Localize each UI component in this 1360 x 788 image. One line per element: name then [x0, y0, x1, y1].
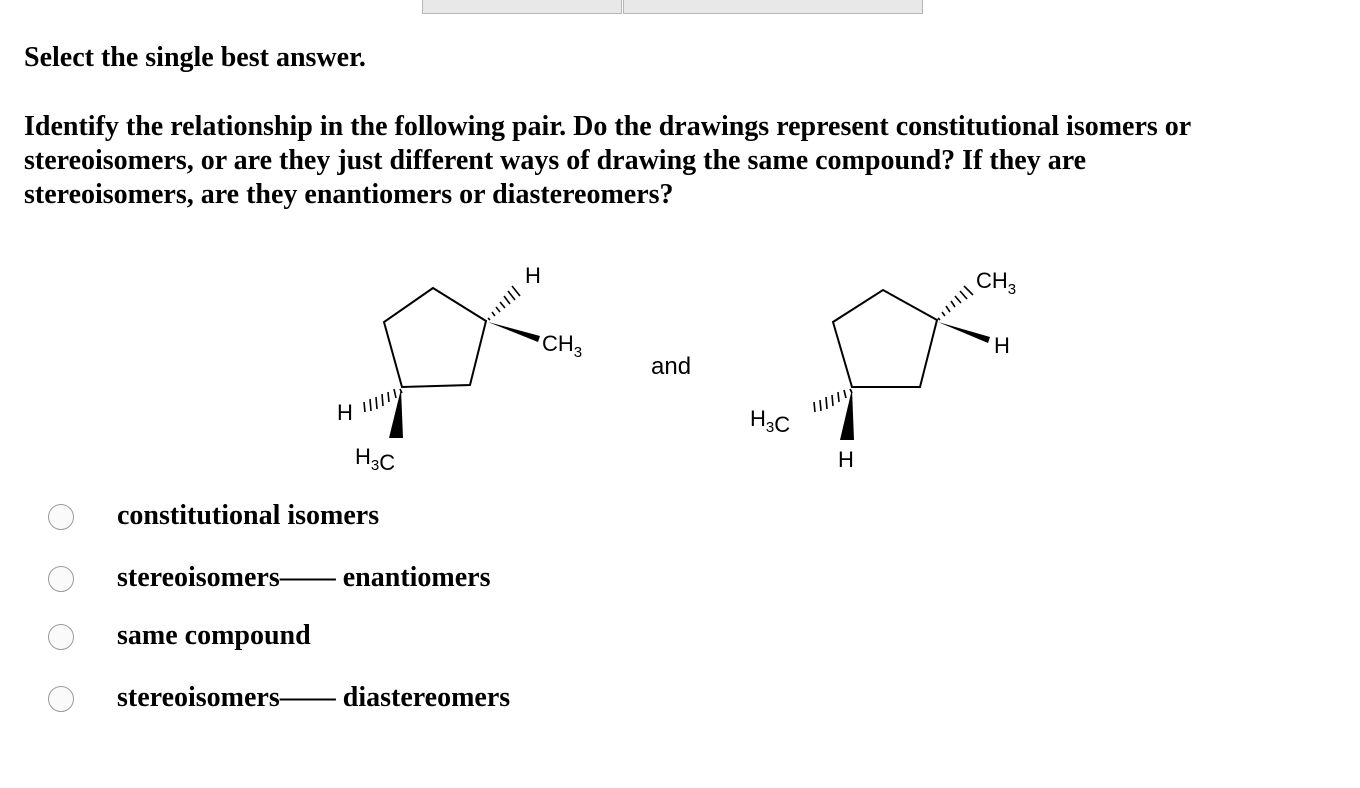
- subscript-digit: 3: [370, 457, 380, 474]
- right-h3c-label: [750, 406, 790, 437]
- option-stereoisomers-enantiomers[interactable]: [48, 560, 648, 600]
- right-hashed-bond-top: [938, 286, 973, 320]
- formula-part: C: [774, 412, 791, 437]
- top-tab-left[interactable]: [422, 0, 622, 14]
- formula-part: CH: [976, 268, 1008, 293]
- question-line-1: Identify the relationship in the following pair. Do the drawings represent constitutional isomers or: [24, 111, 1192, 142]
- right-hashed-bond-bottom: [814, 389, 852, 412]
- radio-button[interactable]: [48, 624, 74, 650]
- radio-button[interactable]: [48, 686, 74, 712]
- formula-part: C: [379, 450, 396, 475]
- left-ch3-text: [542, 331, 582, 361]
- option-same-compound[interactable]: [48, 618, 648, 658]
- question-text: [24, 110, 1334, 212]
- right-h-label: H: [994, 333, 1010, 358]
- right-ch3-label: [976, 268, 1016, 298]
- molecule-pair-figure: [300, 255, 1060, 480]
- subscript-digit: 3: [765, 419, 775, 436]
- subscript-digit: 3: [573, 344, 583, 361]
- formula-part: CH: [542, 331, 574, 356]
- right-cyclopentane-ring: [833, 290, 937, 387]
- radio-button[interactable]: [48, 504, 74, 530]
- question-line-3: stereoisomers, are they enantiomers or diastereomers?: [24, 179, 674, 210]
- left-wedge-bond-ch3: [488, 322, 540, 342]
- left-hashed-bond-top: [488, 286, 520, 320]
- option-label: stereoisomers—— diastereomers: [117, 682, 511, 713]
- question-line-2: stereoisomers, or are they just different ways of drawing the same compound? If they are: [24, 145, 1087, 176]
- instruction-text: Select the single best answer.: [24, 42, 366, 73]
- formula-part: H: [750, 406, 766, 431]
- left-h3c-label: [355, 444, 395, 475]
- left-ch3-label: [542, 331, 582, 361]
- right-wedge-bond-h: [938, 322, 990, 343]
- radio-button[interactable]: [48, 566, 74, 592]
- right-bottom-h-label: H: [838, 447, 854, 472]
- formula-part: H: [355, 444, 371, 469]
- right-wedge-bond-h-bottom: [840, 389, 854, 440]
- option-stereoisomers-diastereomers[interactable]: [48, 680, 648, 720]
- top-tab-right[interactable]: [623, 0, 923, 14]
- conjunction-and: and: [651, 353, 692, 380]
- left-cyclopentane-ring: [384, 288, 486, 387]
- left-top-h-label: H: [525, 263, 541, 288]
- option-label: same compound: [117, 620, 311, 651]
- left-bottom-h-label: H: [337, 400, 353, 425]
- subscript-digit: 3: [1007, 281, 1017, 298]
- option-label: constitutional isomers: [117, 500, 380, 531]
- option-label: stereoisomers—— enantiomers: [117, 562, 491, 593]
- option-constitutional-isomers[interactable]: [48, 498, 648, 538]
